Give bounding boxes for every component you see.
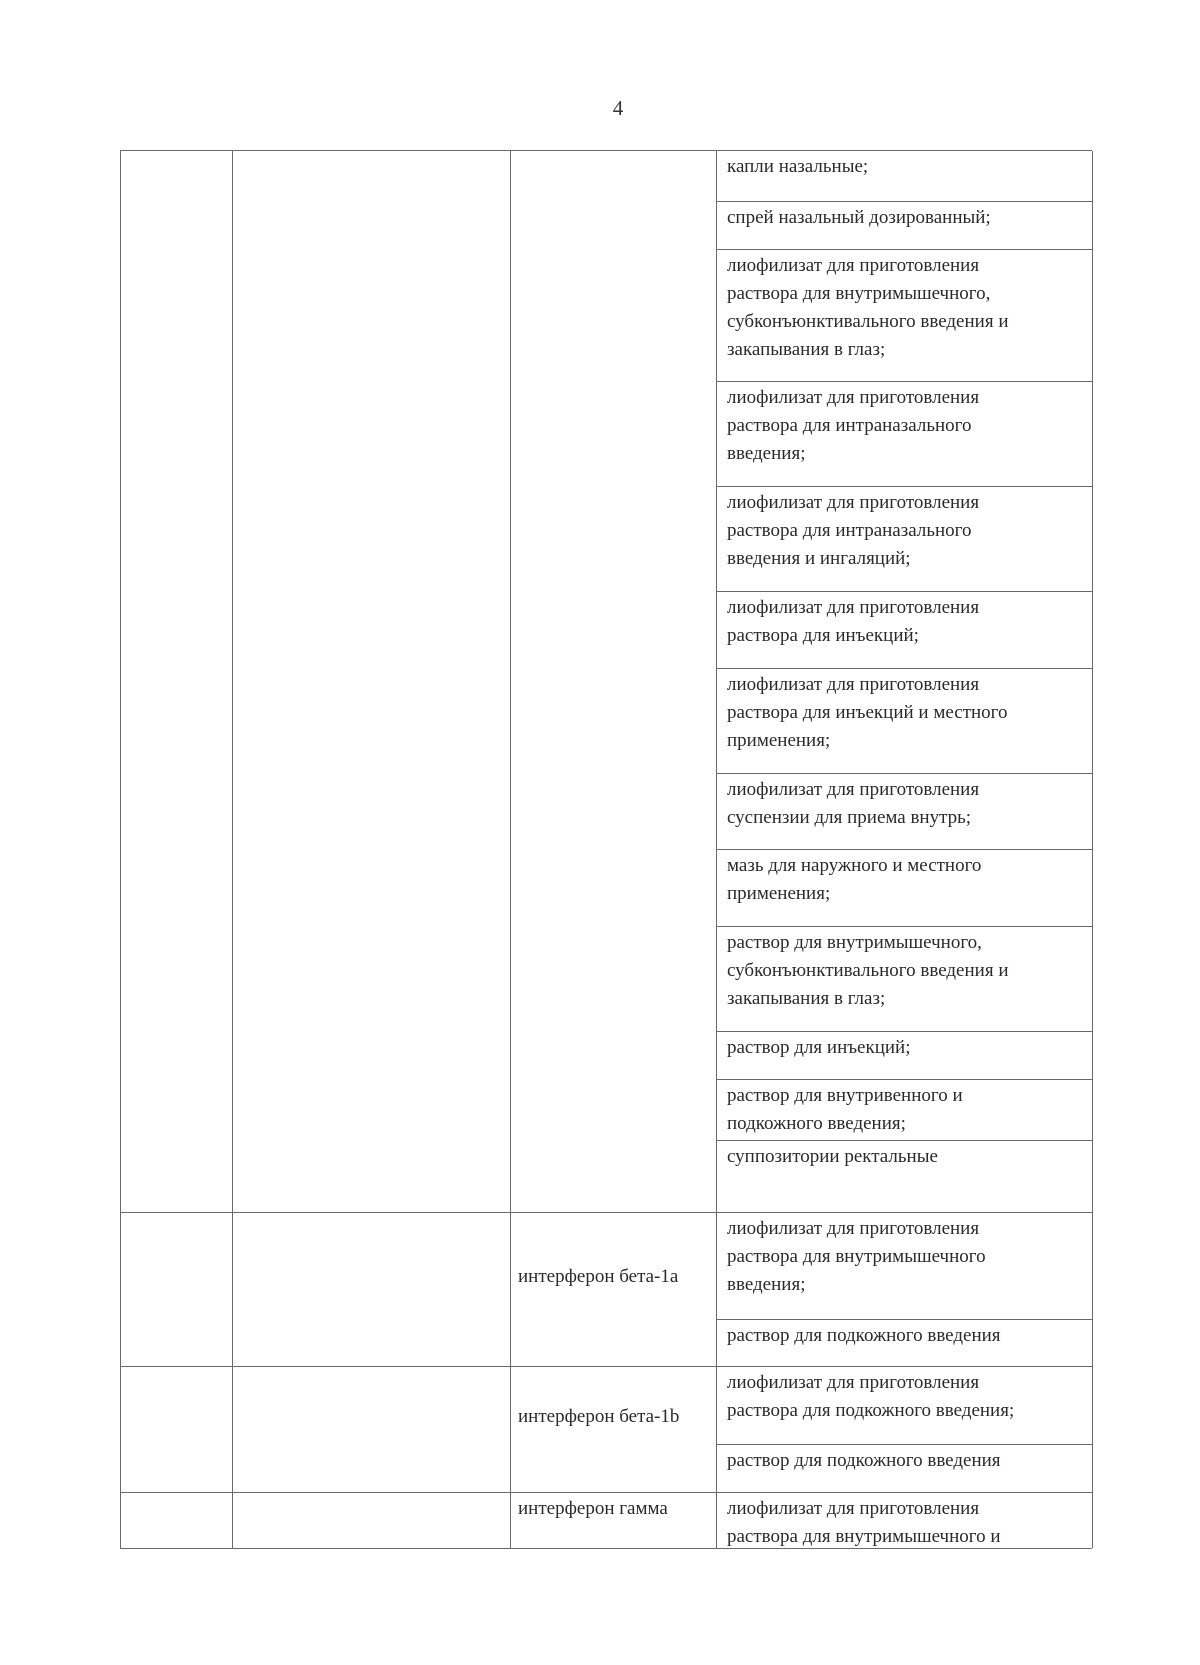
table-row [120,1212,1092,1367]
column-divider [510,1367,511,1493]
dosage-form-cell: раствор для внутримышечного, субконъюнктивального введения и закапывания в глаз; [716,926,1092,1031]
column-divider [120,1213,121,1367]
dosage-form-cell: спрей назальный дозированный; [716,201,1092,249]
dosage-form-cell: капли назальные; [727,156,869,177]
dosage-form-cell: раствор для внутривенного и подкожного введения; [716,1079,1092,1141]
column-divider [510,1493,511,1548]
drug-name-cell: интерферон бета-1a [518,1266,679,1287]
dosage-form-cell: лиофилизат для приготовления суспензии для приема внутрь; [716,773,1092,849]
dosage-form-cell: лиофилизат для приготовления раствора для внутримышечного введения; [727,1218,986,1295]
dosage-form-cell: раствор для подкожного введения [716,1319,1092,1367]
column-divider [120,1367,121,1493]
dosage-form-cell: лиофилизат для приготовления раствора для внутримышечного и [727,1498,1001,1547]
dosage-form-cell: мазь для наружного и местного применения; [716,849,1092,926]
dosage-form-cell: лиофилизат для приготовления раствора для внутримышечного, субконъюнктивального введения и закапывания в глаз; [716,249,1092,381]
column-divider [1092,1367,1093,1493]
column-divider [1092,1493,1093,1548]
drug-name-cell: интерферон бета-1b [518,1406,680,1427]
column-divider [232,151,233,1213]
column-divider [232,1213,233,1367]
column-divider [232,1493,233,1548]
page-number: 4 [612,96,624,120]
table-row [120,1366,1092,1493]
column-divider [120,151,121,1213]
dosage-form-cell: раствор для инъекций; [716,1031,1092,1079]
dosage-form-cell: лиофилизат для приготовления раствора для интраназального введения и ингаляций; [716,486,1092,591]
dosage-form-cell: лиофилизат для приготовления раствора для инъекций и местного применения; [716,668,1092,773]
table-row [120,1492,1092,1549]
column-divider [510,1213,511,1367]
dosage-form-cell: лиофилизат для приготовления раствора для интраназального введения; [716,381,1092,486]
column-divider [232,1367,233,1493]
table-row [120,150,1092,1213]
drug-name-cell: интерферон гамма [518,1498,668,1519]
column-divider [1092,1213,1093,1367]
column-divider [120,1493,121,1548]
dosage-form-cell: суппозитории ректальные [716,1140,1092,1212]
dosage-form-cell: раствор для подкожного введения [716,1444,1092,1493]
column-divider [1092,151,1093,1213]
dosage-form-cell: лиофилизат для приготовления раствора для инъекций; [716,591,1092,668]
medication-table [120,150,1092,1547]
column-divider [510,151,511,1213]
dosage-form-cell: лиофилизат для приготовления раствора для подкожного введения; [727,1372,1015,1421]
